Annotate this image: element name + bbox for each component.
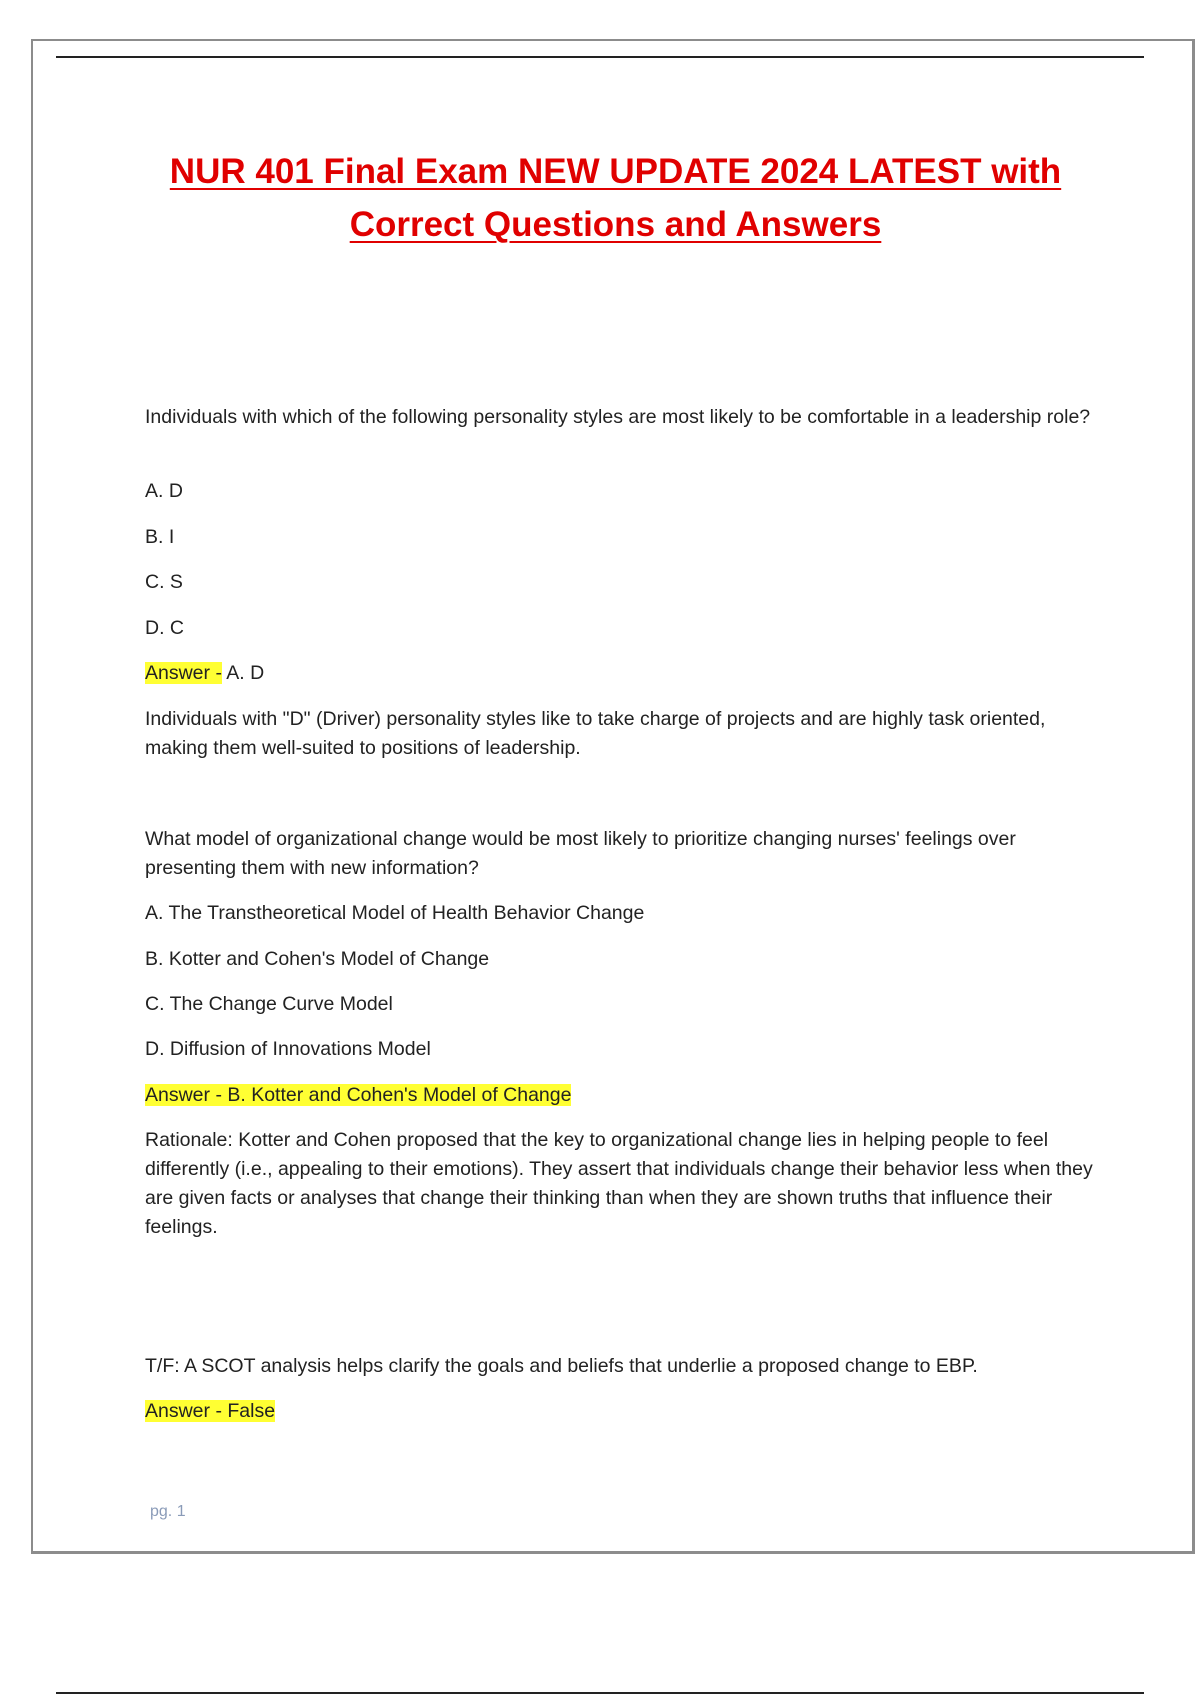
next-page-rule	[56, 1692, 1144, 1694]
q1-answer-value: A. D	[221, 662, 265, 684]
q3-question: T/F: A SCOT analysis helps clarify the goals and beliefs that underlie a proposed change to EBP.	[145, 1355, 978, 1377]
title-line-1: NUR 401 Final Exam NEW UPDATE 2024 LATEST with	[169, 152, 1062, 191]
q1-option-b: B. I	[145, 526, 175, 548]
q1-question: Individuals with which of the following personality styles are most likely to be comfortable in a leadership role?	[145, 406, 1091, 428]
q2-option-c: C. The Change Curve Model	[145, 993, 393, 1015]
q2-option-a: A. The Transtheoretical Model of Health Behavior Change	[145, 902, 645, 924]
q1-option-a: A. D	[145, 480, 183, 502]
q1-answer-label: Answer -	[145, 662, 222, 684]
page-frame	[31, 39, 1195, 1554]
document-title	[80, 145, 1151, 251]
q2-answer-highlight: Answer - B. Kotter and Cohen's Model of Change	[145, 1084, 572, 1106]
q2-answer	[145, 1081, 1105, 1110]
q1-answer	[145, 659, 1105, 688]
q1-rationale: Individuals with "D" (Driver) personality styles like to take charge of projects and are highly task oriented, making them well-suited to positions of leadership.	[145, 708, 1046, 759]
header-rule	[56, 56, 1144, 58]
q2-rationale: Rationale: Kotter and Cohen proposed that the key to organizational change lies in helping people to feel differently (i.e., appealing to their emotions). They assert that individuals change their behavior less when they are given facts or analyses that change their thinking than when they are shown truths that influence their feelings.	[145, 1129, 1093, 1238]
q1-option-c: C. S	[145, 571, 183, 593]
q2-option-d: D. Diffusion of Innovations Model	[145, 1038, 431, 1060]
q1-option-d: D. C	[145, 617, 184, 639]
page-number: pg. 1	[150, 1503, 186, 1520]
q3-answer	[145, 1397, 1105, 1426]
q2-question: What model of organizational change would be most likely to prioritize changing nurses' feelings over presenting them with new information?	[145, 828, 1016, 879]
q3-answer-highlight: Answer - False	[145, 1400, 276, 1422]
q2-option-b: B. Kotter and Cohen's Model of Change	[145, 948, 490, 970]
title-line-2: Correct Questions and Answers	[349, 205, 882, 244]
